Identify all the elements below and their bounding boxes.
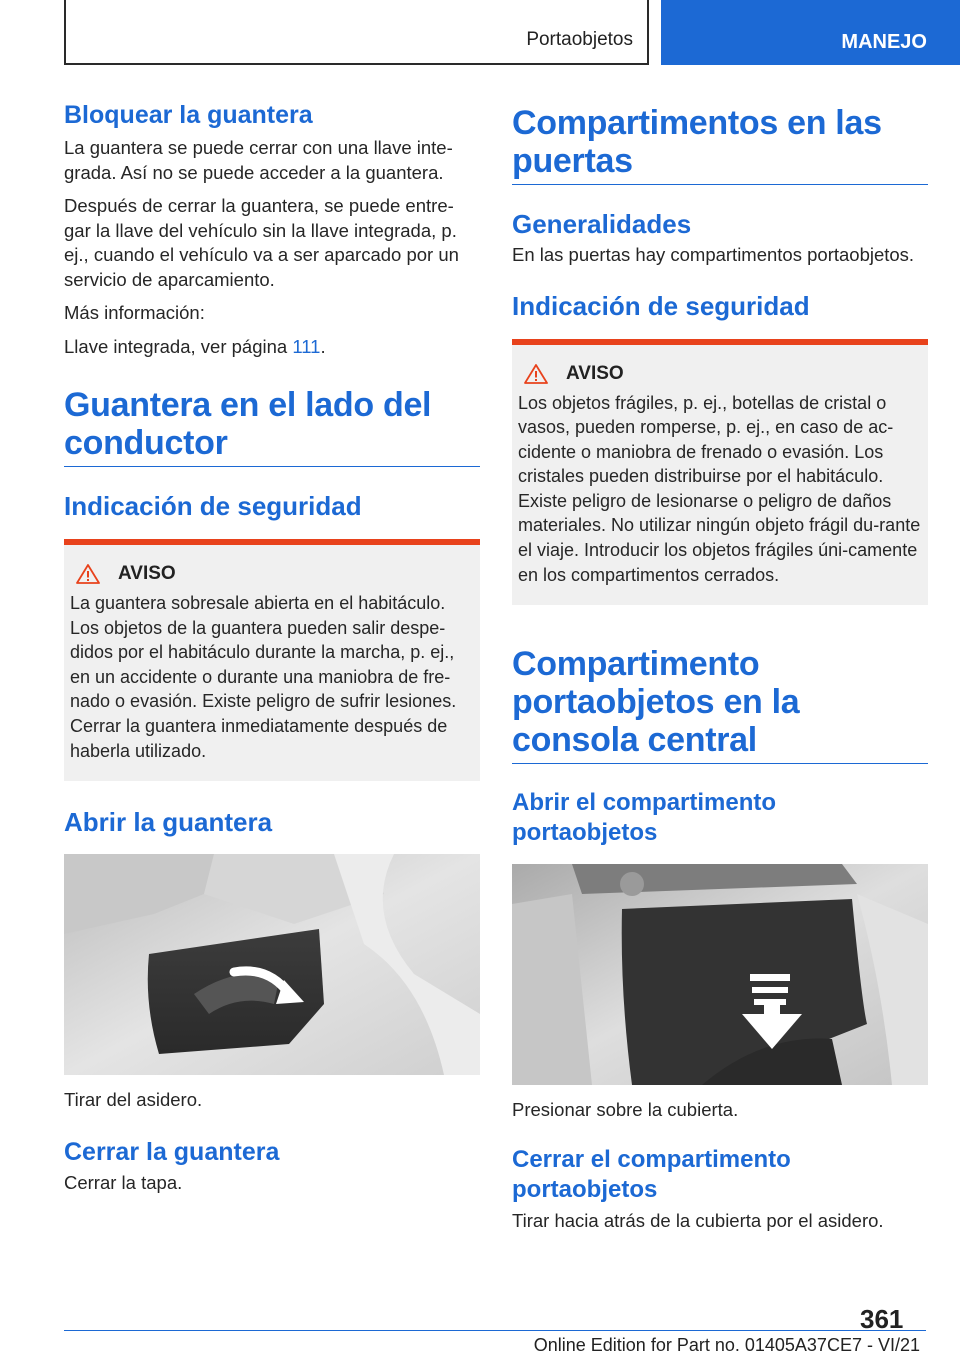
right-warning-label: AVISO (566, 362, 624, 384)
glovebox-photo (64, 854, 480, 1075)
footer-divider (64, 1330, 926, 1331)
lock-reference (64, 335, 480, 360)
right-warning-box (512, 339, 928, 606)
open-glovebox-caption: Tirar del asidero. (64, 1089, 203, 1111)
left-warning-box (64, 539, 480, 781)
open-glovebox-heading: Abrir la guantera (64, 807, 273, 838)
right-column (512, 100, 928, 1233)
page-link-111[interactable]: 111 (292, 335, 321, 357)
left-warning-title (70, 563, 474, 585)
right-warning-text: Los objetos frágiles, p. ej., botellas de cristal o vasos, pueden romperse, p. ej., en caso de ac-cidente o maniobra de frenado o evasión. Los cristales pueden distribuirse por el habitáculo. Existe peligro de lesionarse o peligro de daños materiales. No utilizar ningún objeto frágil du-rante el viaje. Introducir los objetos frágiles úni-camente en los compartimentos cerrados. (518, 392, 921, 585)
left-warning-label: AVISO (118, 563, 176, 584)
lock-reference-text: Llave integrada, ver página (64, 335, 293, 357)
open-compartment-heading: Abrir el compartimento portaobjetos (512, 789, 777, 847)
warning-triangle-icon (76, 564, 100, 584)
lock-heading: Bloquear la guantera (64, 101, 313, 129)
left-warning-text: La guantera sobresale abierta en el habitáculo. Los objetos de la guantera pueden salir despe-didos por el habitáculo durante la marcha, p. ej., en un accidente o durante una maniobra de fre-nado o evasión. Existe peligro de sufrir lesiones. Cerrar la guantera inmediatamente después de haberla utilizado. (70, 593, 457, 761)
warning-triangle-icon (524, 364, 548, 384)
lock-paragraph-2: Después de cerrar la guantera, se puede entre-gar la llave del vehículo sin la llave integrada, p. ej., cuando el vehículo va a ser aparcado por un servicio de aparcamiento. (64, 195, 459, 290)
close-glovebox-heading: Cerrar la guantera (64, 1137, 280, 1166)
center-console-title: Compartimento portaobjetos en la consola central (512, 645, 928, 764)
right-warning-title (518, 363, 922, 385)
close-compartment-heading: Cerrar el compartimento portaobjetos (512, 1145, 791, 1203)
left-column (64, 100, 480, 1195)
section-title: Portaobjetos (526, 29, 633, 50)
lock-paragraph-1: La guantera se puede cerrar con una llave inte-grada. Así no se puede acceder a la guantera. (64, 137, 453, 183)
general-heading: Generalidades (512, 209, 692, 239)
general-text: En las puertas hay compartimentos portaobjetos. (512, 244, 915, 265)
lock-reference-end: . (320, 335, 326, 357)
door-compartments-title: Compartimentos en las puertas (512, 104, 928, 185)
chapter-title: MANEJO (841, 31, 927, 53)
open-compartment-caption: Presionar sobre la cubierta. (512, 1099, 739, 1121)
lock-paragraph-3: Más información: (64, 302, 205, 323)
page-number: 361 (860, 1304, 904, 1334)
left-safety-heading: Indicación de seguridad (64, 491, 362, 521)
close-compartment-text: Tirar hacia atrás de la cubierta por el asidero. (512, 1209, 884, 1231)
right-safety-heading: Indicación de seguridad (512, 290, 810, 321)
close-glovebox-text: Cerrar la tapa. (64, 1171, 183, 1193)
footer-edition: Online Edition for Part no. 01405A37CE7 - VI/21 (533, 1335, 920, 1355)
chapter-tab (661, 0, 960, 65)
console-photo (512, 864, 928, 1085)
driver-glovebox-title: Guantera en el lado del conductor (64, 386, 480, 467)
header-section-box (64, 0, 649, 65)
